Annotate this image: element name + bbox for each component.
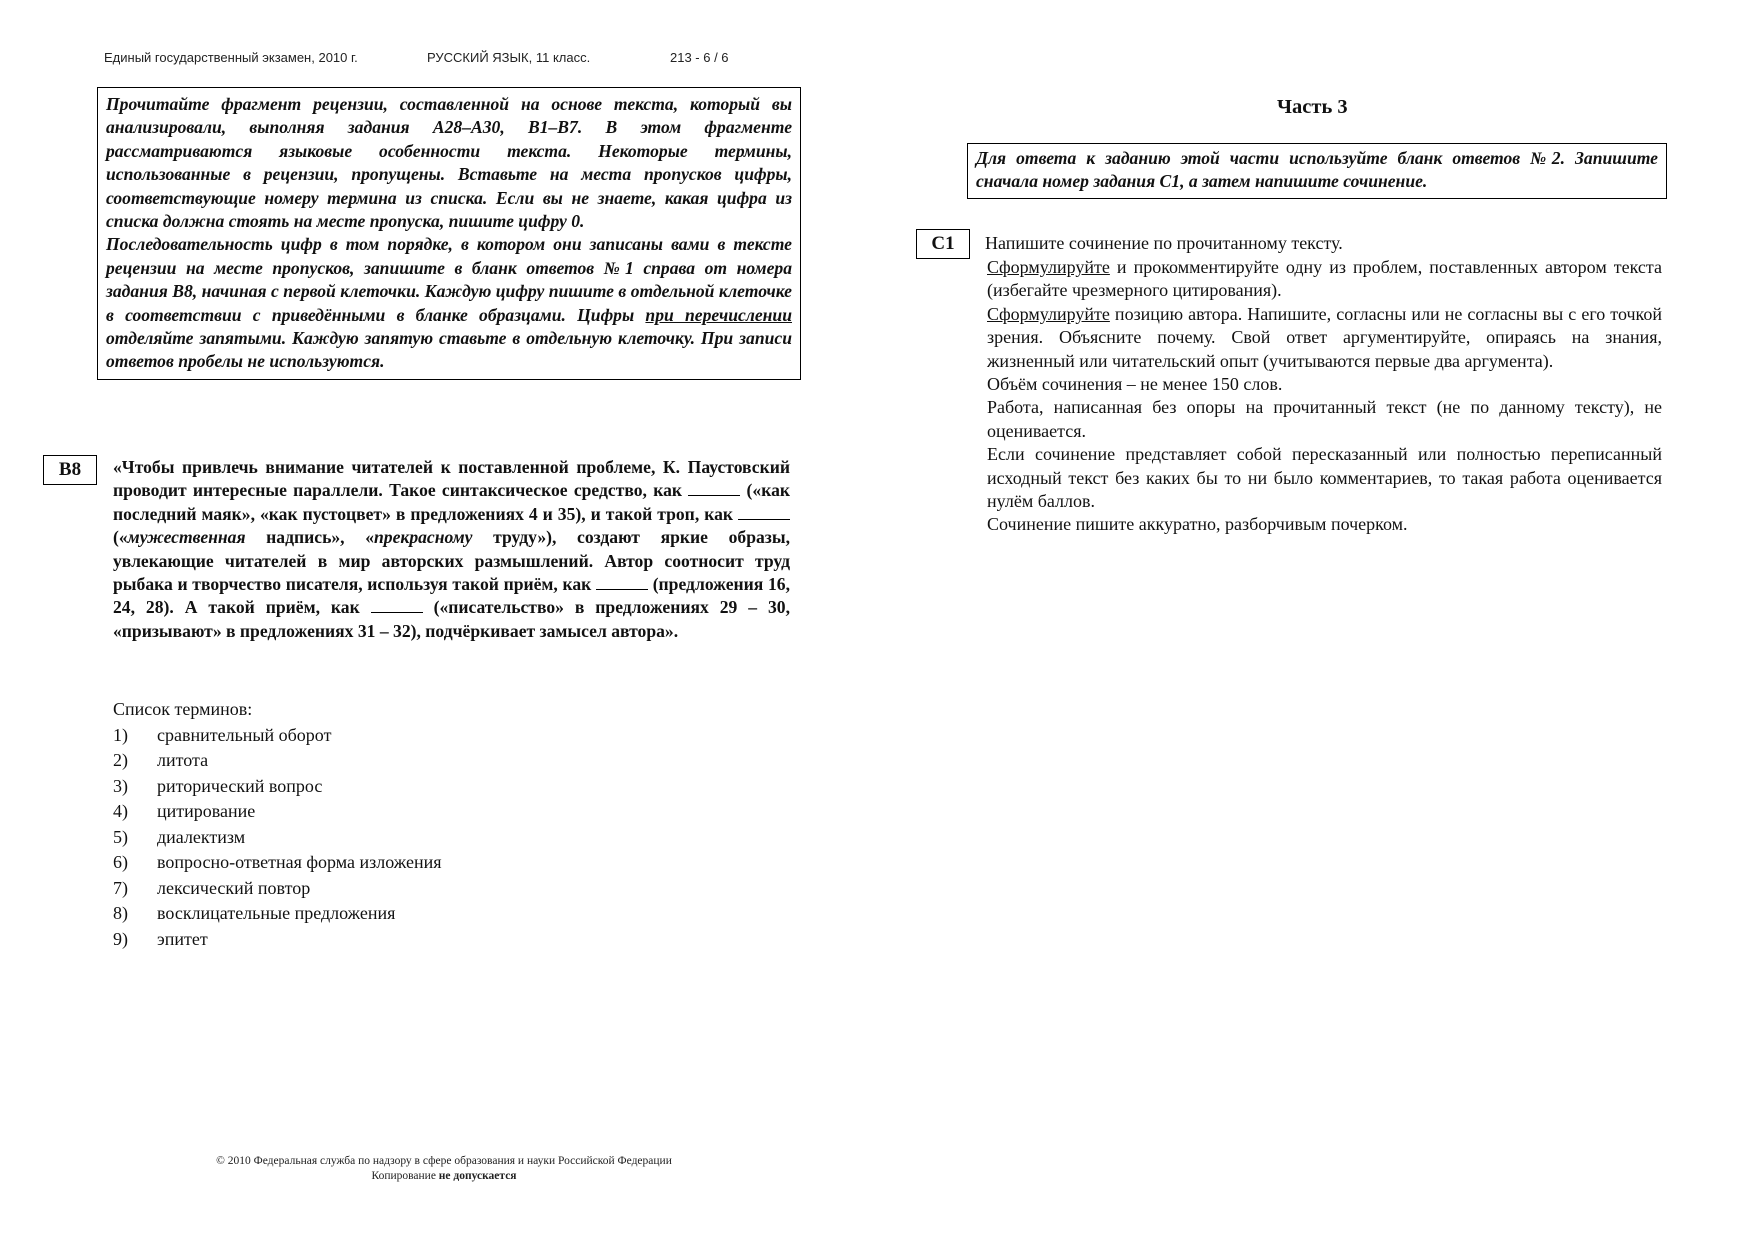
- b8-task-text: «Чтобы привлечь внимание читателей к поставленной проблеме, К. Паустовский проводит интересные параллели. Такое синтаксическое средство, как («как последний маяк», «как пустоцвет» в предложениях 4 и 35), и такой троп, как («мужественная надпись», «прекрасному труду»), создают яркие образы, увлекающие читателей в мир авторских размышлений. Автор соотносит труд рыбака и творчество писателя, используя такой приём, как (предложения 16, 24, 28). А такой приём, как («писательство» в предложениях 29 – 30, «призывают» в предложениях 31 – 32), подчёркивает замысел автора».: [113, 457, 791, 641]
- c1-paragraph: Объём сочинения – не менее 150 слов.: [987, 374, 1283, 395]
- part3-instructions-box: [967, 143, 1667, 199]
- copyright-line: © 2010 Федеральная служба по надзору в сфере образования и науки Российской Федерации: [216, 1155, 672, 1167]
- part3-title: Часть 3: [1277, 96, 1348, 118]
- list-item: 4) цитирование: [113, 801, 256, 821]
- page-footer: [170, 1154, 718, 1184]
- list-item: 8) восклицательные предложения: [113, 903, 396, 923]
- page-number: 213 - 6 / 6: [670, 50, 729, 65]
- c1-paragraph: Если сочинение представляет собой пересказанный или полностью переписанный исходный текст без каких бы то ни было комментариев, то такая работа оценивается нулём баллов.: [987, 444, 1662, 512]
- subject-title: РУССКИЙ ЯЗЫК, 11 класс.: [427, 50, 591, 65]
- terms-title: Список терминов:: [113, 699, 253, 719]
- list-item: 9) эпитет: [113, 928, 208, 949]
- c1-intro: Напишите сочинение по прочитанному тексту.: [985, 233, 1343, 253]
- list-item: 1) сравнительный оборот: [113, 724, 332, 745]
- c1-task-text: [987, 256, 1662, 537]
- terms-list: [113, 697, 713, 952]
- instructions-paragraph-1: Прочитайте фрагмент рецензии, составленной на основе текста, который вы анализировали, выполняя задания А28–А30, В1–В7. В этом фрагменте рассматриваются языковые особенности текста. Некоторые термины, использованные в рецензии, пропущены. Вставьте на места пропусков цифры, соответствующие номеру термина из списка. Если вы не знаете, какая цифра из списка должна стоять на месте пропуска, пишите цифру 0.: [106, 94, 792, 232]
- c1-paragraph: Работа, написанная без опоры на прочитанный текст (не по данному тексту), не оценивается.: [987, 397, 1662, 441]
- c1-paragraph: Сочинение пишите аккуратно, разборчивым почерком.: [987, 514, 1408, 535]
- task-label-c1: С1: [916, 229, 970, 259]
- exam-title: Единый государственный экзамен, 2010 г.: [104, 50, 358, 65]
- list-item: 6) вопросно-ответная форма изложения: [113, 852, 442, 872]
- list-item: 2) литота: [113, 750, 209, 770]
- c1-paragraph: Сформулируйте позицию автора. Напишите, согласны или не согласны вы с его точкой зрения. Объясните почему. Свой ответ аргументируйте, опираясь на знания, жизненный или читательский опыт (учитываются первые два аргумента).: [987, 303, 1662, 371]
- list-item: 7) лексический повтор: [113, 877, 311, 898]
- instructions-box: [97, 87, 801, 380]
- answer-blank-4: [371, 598, 423, 613]
- list-item: 3) риторический вопрос: [113, 775, 323, 796]
- c1-paragraph: Сформулируйте и прокомментируйте одну из проблем, поставленных автором текста (избегайте чрезмерного цитирования).: [987, 257, 1662, 301]
- answer-blank-1: [688, 481, 740, 496]
- copy-notice: Копирование не допускается: [371, 1170, 517, 1182]
- task-label-b8: В8: [43, 455, 97, 485]
- part3-instructions: Для ответа к заданию этой части используйте бланк ответов №2. Запишите сначала номер задания С1, а затем напишите сочинение.: [976, 148, 1658, 192]
- answer-blank-2: [738, 505, 790, 520]
- instructions-paragraph-2: Последовательность цифр в том порядке, в котором они записаны вами в тексте рецензии на месте пропусков, запишите в бланк ответов №1 справа от номера задания В8, начиная с первой клеточки. Каждую цифру пишите в отдельной клеточке в соответствии с приведёнными в бланке образцами. Цифры при перечислении отделяйте запятыми. Каждую запятую ставьте в отдельную клеточку. При записи ответов пробелы не используются.: [106, 234, 792, 372]
- list-item: 5) диалектизм: [113, 826, 246, 847]
- answer-blank-3: [596, 575, 648, 590]
